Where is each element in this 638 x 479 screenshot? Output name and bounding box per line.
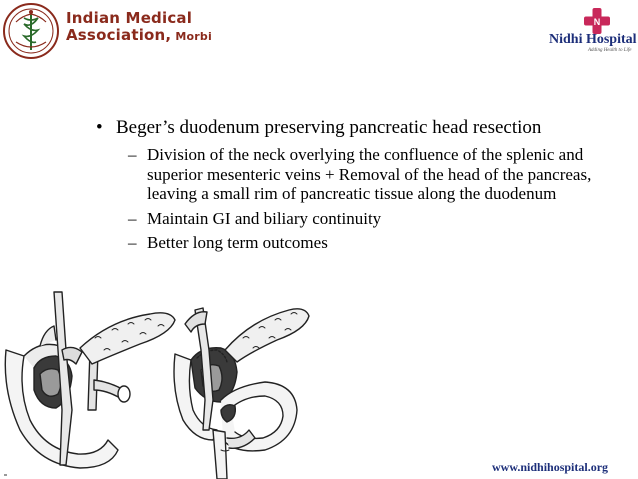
sub-bullet [128, 145, 616, 204]
sub-bullet [128, 233, 616, 253]
ima-association: Association, [66, 26, 172, 45]
nidhi-tagline: Adding Health to Life [588, 48, 632, 53]
sub-bullet-text: Better long term outcomes [147, 233, 328, 252]
illustration-resection-left [5, 292, 175, 468]
surgical-illustration [0, 290, 330, 479]
sub-bullet-text: Division of the neck overlying the confluence of the splenic and superior mesenteric veins + Removal of the head of the pancreas, leaving a small rim of pancreatic tissue along the duodenum [147, 145, 592, 203]
main-bullet-text: Beger’s duodenum preserving pancreatic head resection [116, 117, 542, 138]
bullet-dash: – [128, 145, 137, 164]
sub-bullet-text: Maintain GI and biliary continuity [147, 208, 382, 228]
nidhi-hospital-name: Nidhi Hospital [549, 32, 637, 47]
bullet-dot: • [96, 117, 103, 138]
main-bullet [96, 117, 616, 139]
bullet-dash: – [128, 233, 137, 252]
ima-name-line1: Indian Medical [66, 9, 193, 27]
ima-logo-text [66, 10, 212, 45]
slide-body [96, 117, 616, 258]
sub-bullet [128, 209, 616, 229]
ima-name-line2 [66, 27, 212, 44]
sub-bullet-list [128, 145, 616, 253]
footer-website-url: www.nidhihospital.org [492, 460, 609, 474]
bullet-dash: – [128, 208, 137, 228]
ima-emblem-icon [2, 2, 60, 60]
svg-text:N: N [593, 17, 601, 27]
illustration-reconstruction-right [174, 308, 309, 479]
ima-city: Morbi [171, 30, 212, 44]
slide-corner-mark [4, 474, 7, 476]
